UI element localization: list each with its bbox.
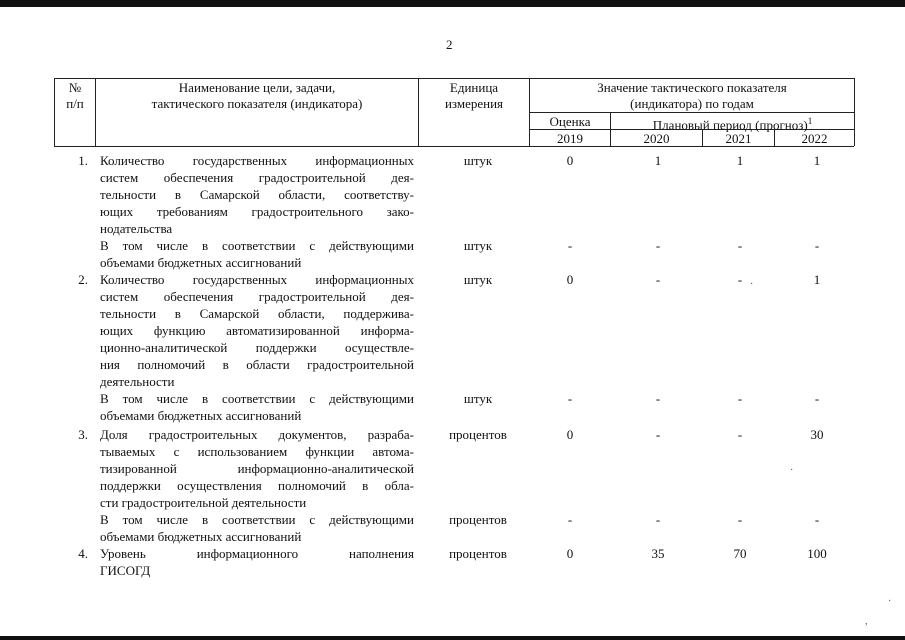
row-name-line: ционно-аналитической поддержки осуществле- bbox=[100, 340, 414, 355]
row-value-2019: 0 bbox=[566, 153, 574, 168]
row-unit: процентов bbox=[449, 546, 507, 561]
row-name-line: ющих требованиям градостроительного зако- bbox=[100, 204, 414, 219]
row-name-line: ния полномочий в области градостроительной bbox=[100, 357, 414, 372]
row-value-2020: - bbox=[655, 272, 661, 287]
row-unit: штук bbox=[463, 272, 493, 287]
header-unit-line2: измерения bbox=[444, 96, 504, 111]
row-name-line: поддержки осуществления полномочий в обла- bbox=[100, 478, 414, 493]
header-name-line1: Наименование цели, задачи, bbox=[178, 80, 336, 95]
row-value-2021: 1 bbox=[736, 153, 744, 168]
row-name-line: систем обеспечения градостроительной дея- bbox=[100, 170, 414, 185]
row-value-2020: - bbox=[655, 391, 661, 406]
row-value-2021: - bbox=[737, 391, 743, 406]
row-value-2022: 1 bbox=[813, 153, 821, 168]
scan-top-border bbox=[0, 0, 905, 7]
row-value-2019: 0 bbox=[566, 427, 574, 442]
row-name-line: Количество государственных информационных bbox=[100, 153, 414, 168]
row-name bbox=[100, 152, 414, 237]
header-num-line1: № bbox=[68, 80, 82, 95]
row-name-line: ющих функцию автоматизированной информа- bbox=[100, 323, 414, 338]
row-name-line: Доля градостроительных документов, разраба- bbox=[100, 427, 414, 442]
header-num-line2: п/п bbox=[66, 96, 84, 111]
row-value-2019: 0 bbox=[566, 546, 574, 561]
header-year-2021: 2021 bbox=[725, 131, 752, 146]
row-value-2020: 35 bbox=[651, 546, 665, 561]
row-number: 3. bbox=[78, 427, 88, 442]
row-unit: штук bbox=[463, 153, 493, 168]
row-value-2022: 30 bbox=[810, 427, 824, 442]
row-value-2021: - bbox=[737, 427, 743, 442]
row-value-2019: - bbox=[567, 238, 573, 253]
row-name-line: объемами бюджетных ассигнований bbox=[100, 255, 302, 270]
row-name-line: В том числе в соответствии с действующими bbox=[100, 391, 414, 406]
row-value-2020: 1 bbox=[654, 153, 662, 168]
header-name-line2: тактического показателя (индикатора) bbox=[151, 96, 363, 111]
header-estimate: Оценка bbox=[549, 114, 591, 129]
row-value-2022: 100 bbox=[807, 546, 827, 561]
header-plan-label: Плановый период (прогноз) bbox=[652, 117, 808, 133]
row-name bbox=[100, 271, 414, 390]
row-value-2022: 1 bbox=[813, 272, 821, 287]
row-value-2021: - bbox=[737, 238, 743, 253]
row-name bbox=[100, 545, 414, 579]
row-unit: штук bbox=[463, 238, 493, 253]
row-value-2021: 70 bbox=[733, 546, 747, 561]
scan-bottom-border bbox=[0, 636, 905, 640]
row-name-line: сти градостроительной деятельности bbox=[100, 495, 307, 510]
row-name-line: систем обеспечения градостроительной дея- bbox=[100, 289, 414, 304]
page-number: 2 bbox=[446, 37, 453, 52]
scan-speck: · bbox=[790, 465, 794, 476]
row-value-2022: - bbox=[814, 238, 820, 253]
row-unit: процентов bbox=[449, 427, 507, 442]
header-plan-footnote: 1 bbox=[807, 116, 813, 126]
row-name bbox=[100, 511, 414, 545]
header-value-line2: (индикатора) по годам bbox=[630, 96, 754, 111]
row-value-2020: - bbox=[655, 427, 661, 442]
header-year-2020: 2020 bbox=[643, 131, 670, 146]
header-unit-line1: Единица bbox=[449, 80, 499, 95]
row-unit: процентов bbox=[449, 512, 507, 527]
row-name-line: В том числе в соответствии с действующими bbox=[100, 238, 414, 253]
row-name-line: нодательства bbox=[100, 221, 173, 236]
row-name-line: тизированной информационно-аналитической bbox=[100, 461, 414, 476]
row-name bbox=[100, 390, 414, 424]
row-value-2020: - bbox=[655, 238, 661, 253]
header-value-line1: Значение тактического показателя bbox=[597, 80, 787, 95]
row-value-2019: 0 bbox=[566, 272, 574, 287]
row-value-2019: - bbox=[567, 512, 573, 527]
row-name bbox=[100, 237, 414, 271]
scan-speck: · bbox=[888, 596, 892, 607]
row-value-2021: - bbox=[737, 512, 743, 527]
row-name-line: тельности в Самарской области, поддержива- bbox=[100, 306, 414, 321]
row-unit: штук bbox=[463, 391, 493, 406]
row-name-line: Уровень информационного наполнения bbox=[100, 546, 414, 561]
row-name-line: Количество государственных информационных bbox=[100, 272, 414, 287]
row-name-line: тельности в Самарской области, соответству- bbox=[100, 187, 414, 202]
scan-speck: , bbox=[865, 616, 868, 627]
row-name-line: ГИСОГД bbox=[100, 563, 151, 578]
row-number: 1. bbox=[78, 153, 88, 168]
row-name-line: деятельности bbox=[100, 374, 175, 389]
row-name bbox=[100, 426, 414, 511]
row-number: 4. bbox=[78, 546, 88, 561]
row-value-2020: - bbox=[655, 512, 661, 527]
row-number: 2. bbox=[78, 272, 88, 287]
row-value-2022: - bbox=[814, 512, 820, 527]
header-year-2022: 2022 bbox=[801, 131, 828, 146]
row-name-line: В том числе в соответствии с действующими bbox=[100, 512, 414, 527]
header-year-2019: 2019 bbox=[557, 131, 583, 146]
row-value-2019: - bbox=[567, 391, 573, 406]
scan-speck: · bbox=[750, 279, 754, 290]
row-name-line: объемами бюджетных ассигнований bbox=[100, 408, 302, 423]
row-name-line: объемами бюджетных ассигнований bbox=[100, 529, 302, 544]
row-name-line: тываемых с использованием функции автома- bbox=[100, 444, 414, 459]
row-value-2021: - bbox=[737, 272, 743, 287]
row-value-2022: - bbox=[814, 391, 820, 406]
